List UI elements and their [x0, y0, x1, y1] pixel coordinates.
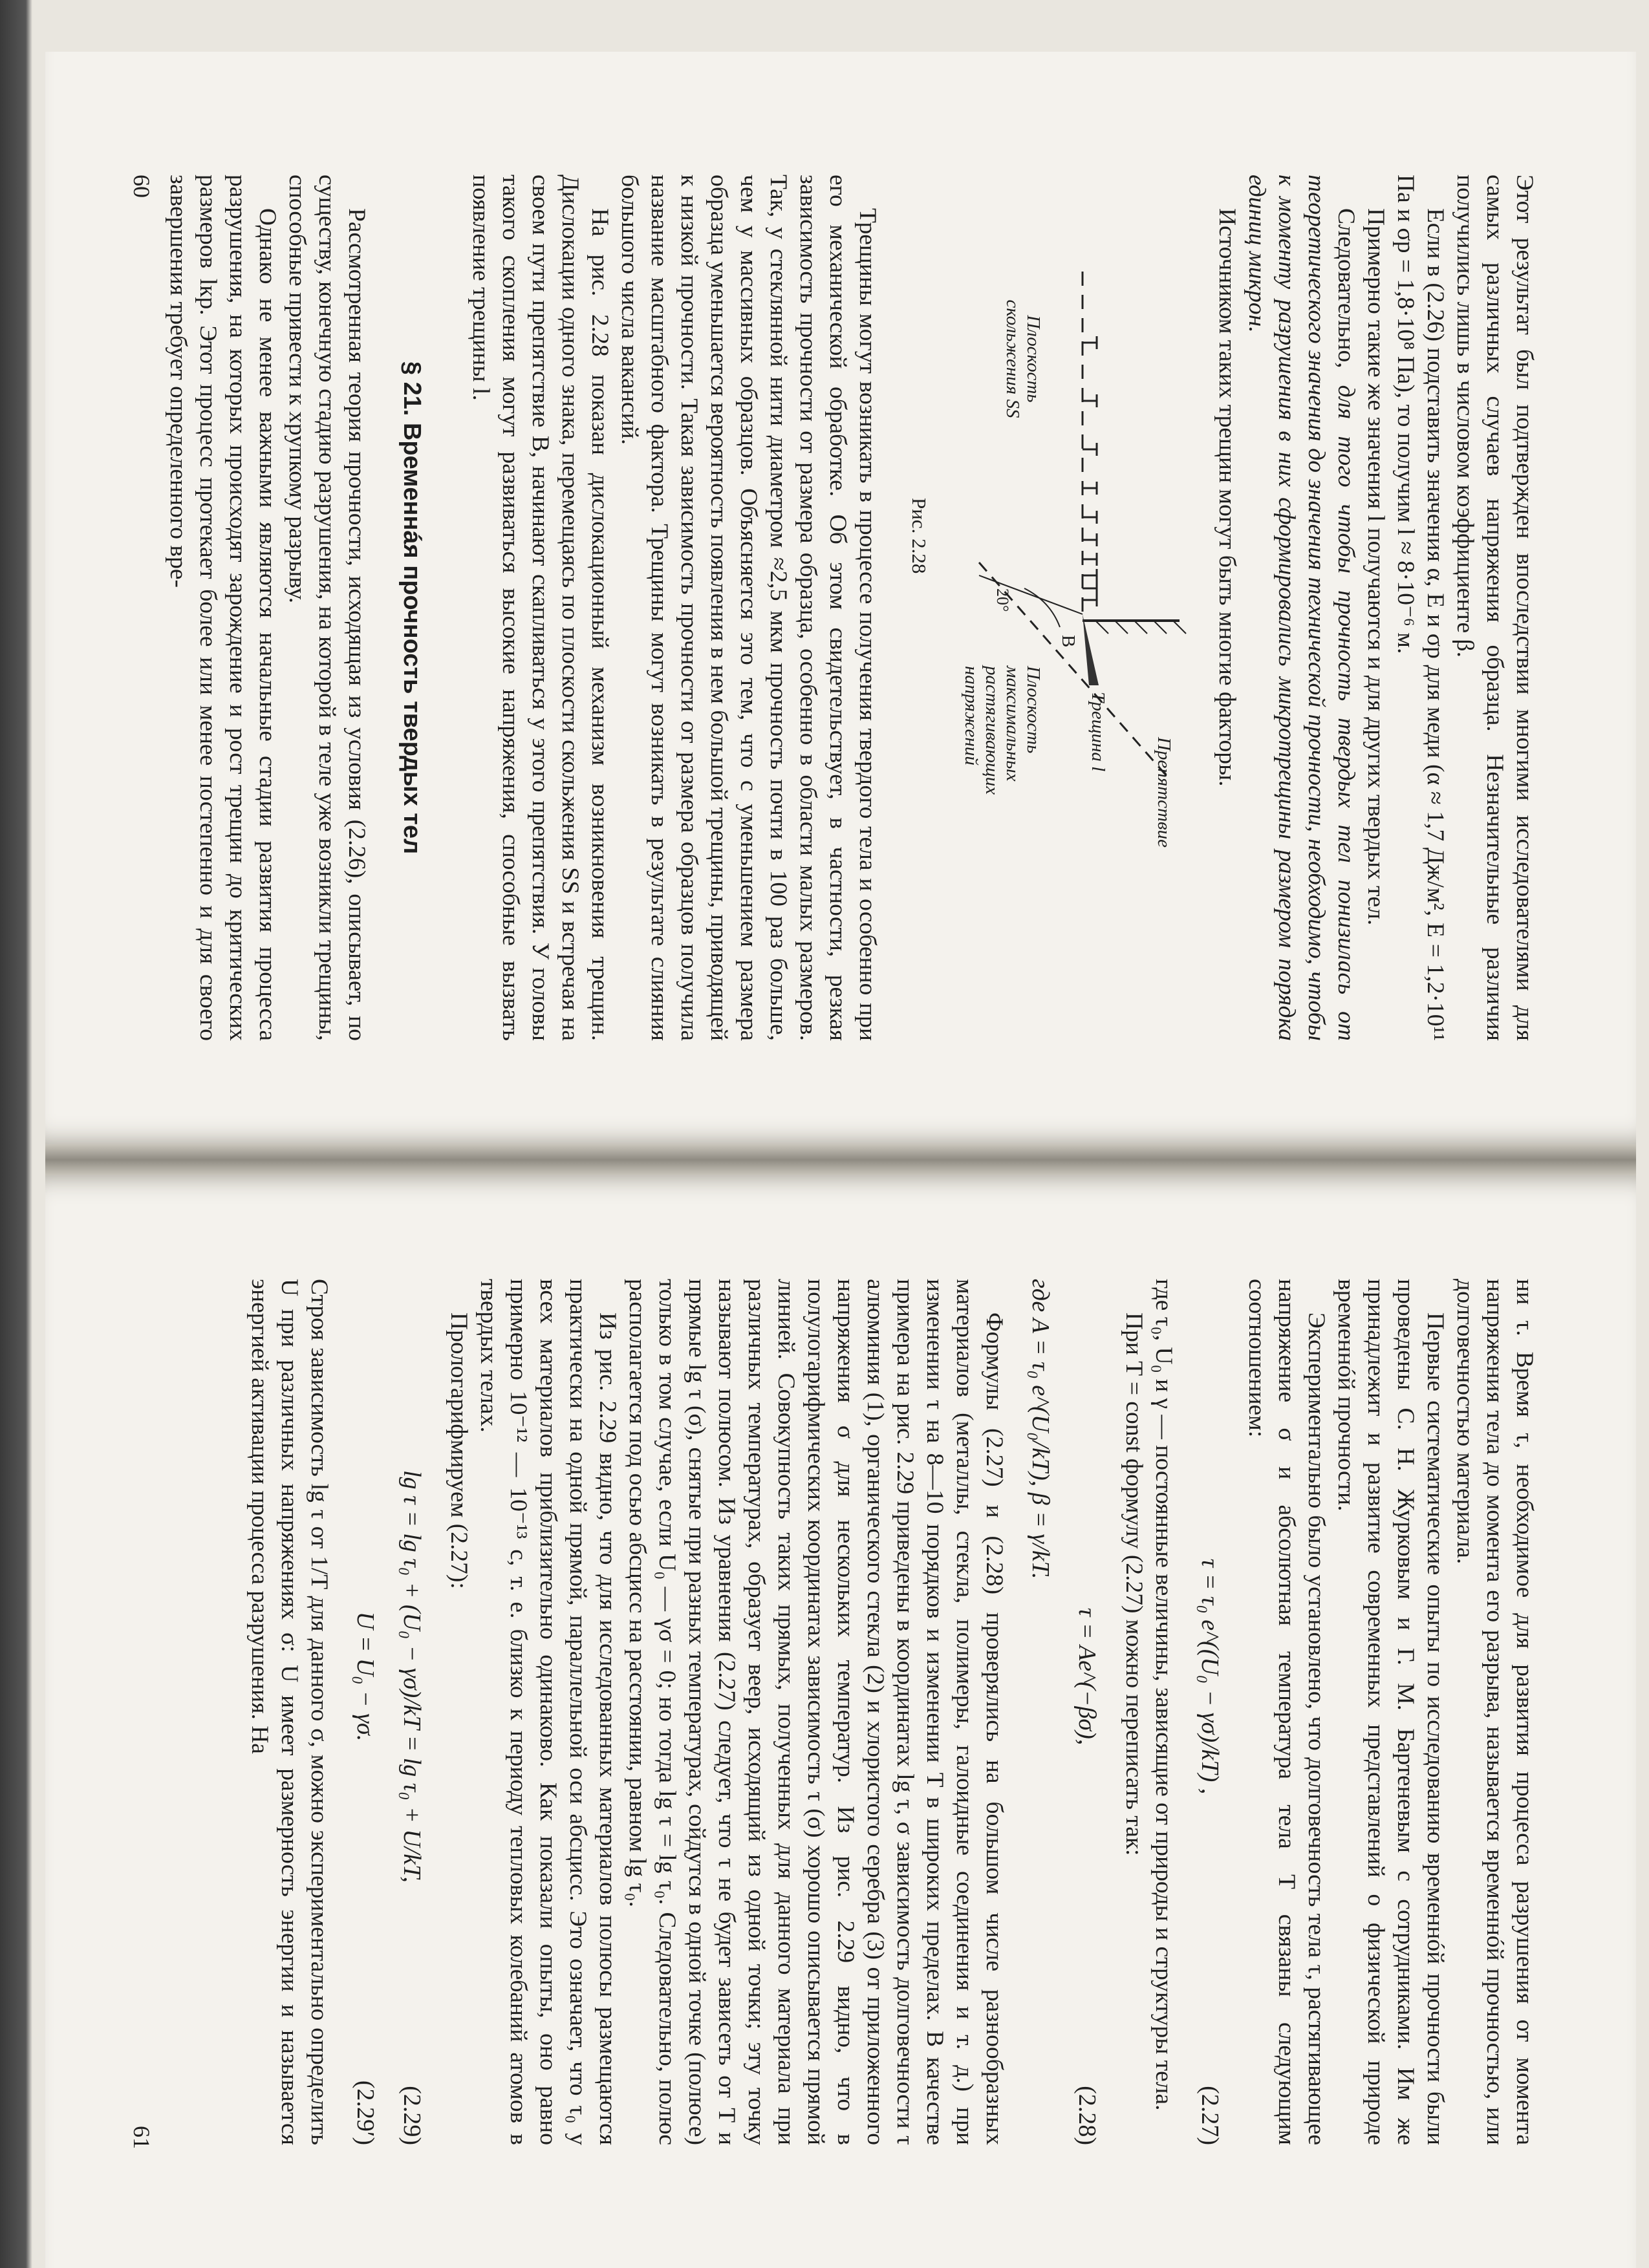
paragraph: ни τ. Время τ, необходимое для развития процесса разрушения от момента напряжения тела до момента его разрыва, называется временнóй прочностью, или долговечностью материала.: [1452, 1279, 1538, 2145]
formula-2-28: [1072, 1279, 1102, 2145]
formula-expression: τ = τ₀ e^((U₀ − γσ)/kT) ,: [1196, 1558, 1223, 1795]
obstacle-hatching: [1095, 621, 1186, 634]
formula-number: (2.29): [398, 2086, 426, 2145]
paragraph: При T = const формулу (2.27) можно переписать так:: [1121, 1312, 1147, 1856]
formula-expression: lg τ = lg τ₀ + (U₀ − γσ)/kT = lg τ₀ + U/kT,: [398, 1470, 426, 1883]
figure-caption: Рис. 2.28: [908, 498, 931, 574]
page-number-right: 61: [129, 2126, 155, 2149]
paragraph: Примерно такие же значения l получаются и для других твердых тел.: [1363, 208, 1389, 926]
formula-expression: τ = Ae^(−βσ),: [1073, 1607, 1101, 1746]
italic-paragraph-lead: Следовательно,: [1333, 208, 1359, 369]
book-spread: [45, 52, 1636, 2268]
crack-wedge: [1083, 614, 1099, 685]
section-heading: § 21. Временнáя прочность твердых тел: [398, 361, 426, 855]
paragraph: Формулы (2.27) и (2.28) проверялись на большом числе разнообразных материалов (металлы, стекла, полимеры, галоидные соединения и т. д.) при изменении τ на 8—10 порядков и изменении T в широких пределах. В качестве примера на рис. 2.29 приведены в координатах lg τ, σ зависимость долговечности τ алюминия (1), органического стекла (2) и хлористого серебра (3) от приложенного напряжения σ для нескольких температур. Из рис. 2.29 видно, что в полулогарифмических координатах зависимость τ (σ) хорошо описывается прямой линией. Совокупность таких прямых, полученных для данного материала при различных температурах, образует веер, исходящий из одной точки; эту точку называют полюсом. Из уравнения (2.27) следует, что τ не будет зависеть от T и прямые lg τ (σ), снятые при разных температурах, сойдутся в одной точке (полюсе) только в том случае, если U₀ — γσ = 0; но тогда lg τ = lg τ₀. Следовательно, полюс располагается под осью абсцисс на расстоянии, равном lg τ₀.: [624, 1279, 1008, 2145]
paragraph: Рассмотренная теория прочности, исходящая из условия (2.26), описывает, по существу, конечную стадию разрушения, на которой в теле уже возникли трещины, способные привести к хрупкому разрыву.: [284, 175, 370, 1041]
paragraph: Из рис. 2.29 видно, что для исследованных материалов полюсы размещаются практически на одной прямой, параллельной оси абсцисс. Это означает, что τ₀ у всех материалов приблизительно одинаково. Как показали опыты, оно равно примерно 10⁻¹² — 10⁻¹³ с, т. е. близко к периоду тепловых колебаний атомов в твердых телах.: [475, 1279, 621, 2145]
formula-expression: где A = τ₀ e^(U₀/kT), β = γ/kT.: [1027, 1279, 1054, 1579]
paragraph: Первые систематические опыты по исследованию временнóй прочности были проведены С. Н. Журковым и Г. М. Бартеневым с сотрудниками. Им же принадлежит и развитие современных представлений о физической природе временнóй прочности.: [1333, 1279, 1449, 2145]
paragraph: Этот результат был подтвержден впоследствии многими исследователями для самых различных случаев напряжения образца. Незначительные различия получились лишь в числовом коэффициенте β.: [1452, 175, 1538, 1041]
paragraph: На рис. 2.28 показан дислокационный механизм возникновения трещин. Дислокации одного знака, перемещаясь по плоскости скольжения SS и встречая на своем пути препятствие B, начинают скапливаться у этого препятствия. У головы такого скопления могут развиваться высокие напряжения, способные вызвать появление трещины l.: [468, 175, 613, 1041]
italic-paragraph: [1242, 175, 1361, 1041]
crack-label: Трещина l: [1088, 692, 1108, 772]
left-text-column: [163, 175, 1539, 1041]
formula-2-29: [397, 1279, 427, 2145]
slip-plane-label: Плоскость скольжения SS: [1002, 299, 1044, 418]
paragraph: Трещины могут возникать в процессе получения твердого тела и особенно при его механической обработке. Об этом свидетельствует, в частности, резкая зависимость прочности от размера образца, особенно в области малых размеров. Так, у стеклянной нити диаметром ≈2,5 мкм прочность почти в 100 раз больше, чем у массивных образцов. Объясняется это тем, что с уменьшением размера образца уменьшается вероятность появления в нем большой трещины, приводящей к низкой прочности. Такая зависимость прочности от размера образцов получила название масштабного фактора. Трещины могут возникать в результате слияния большого числа вакансий.: [616, 175, 881, 1041]
formula-2-29-prime: [350, 1279, 380, 2145]
obstacle-label: Препятствие: [1154, 737, 1174, 848]
formula-expression: U = U₀ − γσ.: [352, 1611, 379, 1742]
paragraph: Однако не менее важными являются начальные стадии развития процесса разрушения, на которых происходят зарождение и рост трещин до критических размеров lкр. Этот процесс протекает более или менее постепенно и для своего завершения требует определенного вре-: [165, 175, 281, 1041]
italic-paragraph-body: для того чтобы прочность твердых тел понизилась от теоретического значения до значения технической прочности, необходимо, чтобы к моменту разрушения в них сформировались микротрещины размером порядка единиц микрон.: [1244, 175, 1359, 1041]
angle-label: 20°: [993, 588, 1012, 612]
paragraph: Прологарифмируем (2.27):: [446, 1312, 472, 1589]
formula-number: (2.29′): [352, 2080, 379, 2145]
tension-plane-label: Плоскость максимальных растягивающих напряжений: [961, 666, 1044, 795]
paragraph: Экспериментально было установлено, что долговечность тела τ, растягивающее напряжение σ и абсолютная температура тела T связаны следующим соотношением:: [1244, 1279, 1330, 2145]
paragraph: Строя зависимость lg τ от 1/T для данного σ, можно экспериментально определить U при различных напряжениях σ: U имеет размерность энергии и называется энергией активации процесса разрушения. На: [246, 1279, 332, 2145]
page-number-left: 60: [129, 175, 155, 198]
paragraph: где τ₀, U₀ и γ — постоянные величины, зависящие от природы и структуры тела.: [1150, 1279, 1177, 2111]
figure-2-28: [889, 175, 1192, 1041]
right-text-column: [244, 1279, 1539, 2145]
point-b-label: B: [1058, 635, 1079, 648]
dislocation-marks: [1083, 336, 1097, 606]
formula-definitions: [1026, 1279, 1055, 2145]
formula-2-27: [1195, 1279, 1225, 2145]
formula-number: (2.27): [1196, 2086, 1223, 2145]
paragraph: Если в (2.26) подставить значения α, E и σр для меди (α ≈ 1,7 Дж/м², E = 1,2·10¹¹ Па и σр = 1,8·10⁸ Па), то получим l ≈ 8·10⁻⁶ м.: [1392, 175, 1449, 1041]
right-page: [45, 1175, 1636, 2268]
formula-number: (2.28): [1073, 2086, 1101, 2145]
left-page: [45, 52, 1636, 1144]
paragraph: Источником таких трещин могут быть многие факторы.: [1214, 208, 1240, 787]
book-gutter: [45, 1144, 1636, 1175]
